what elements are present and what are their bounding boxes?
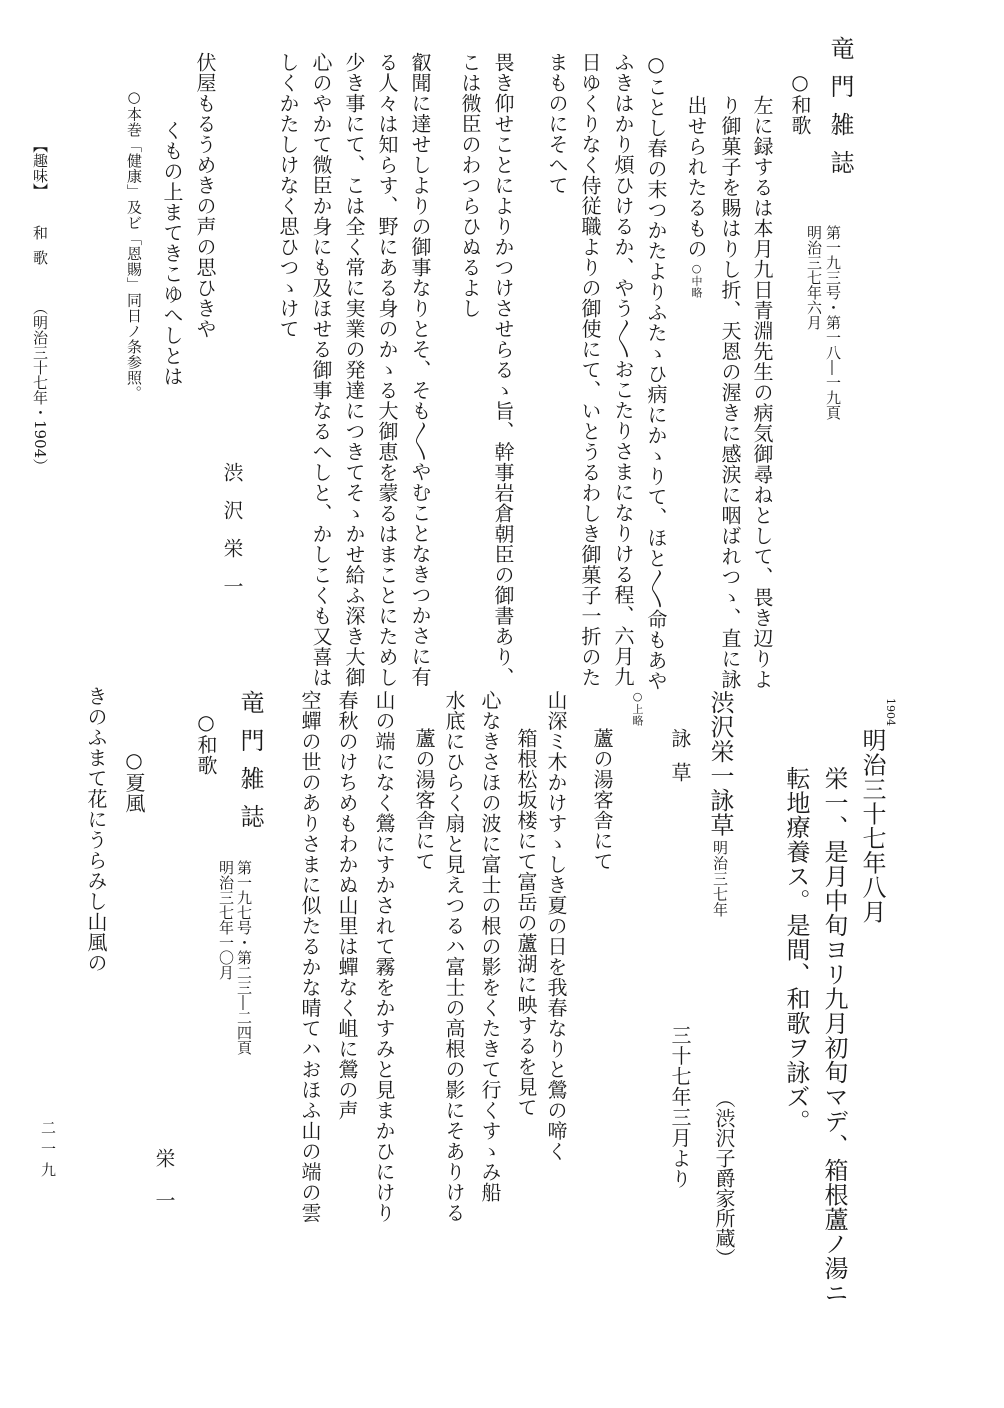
upper-body-line: 叡聞に達せしよりの御事なりとそ、そも〳〵やむことなきつかさに有 <box>408 52 432 687</box>
upper-poem-line1: 伏屋もるうめきの声の思ひきや <box>193 52 217 339</box>
lower-eisou-title: 渋沢栄一詠草 <box>706 690 734 837</box>
lower-source-line2: 明治三七年一〇月 <box>217 860 235 980</box>
lower-source-line1: 第一九七号・第二三―二四頁 <box>235 860 253 1055</box>
upper-body-line: 日ゆくりなく侍従職よりの御使にて、いとうるわしき御菓子一折のた <box>578 52 602 688</box>
page-number: 二一九 <box>39 1120 57 1183</box>
lower-author-name: 栄一 <box>152 1148 176 1232</box>
upper-body-line: ふきはかり煩ひけるか、やう〳〵おこたりさまになりける程、六月九 <box>611 52 635 687</box>
upper-body-line: 心のやかて微臣か身にも及ほせる御事なるへしと、かしこくも又喜は <box>309 52 333 688</box>
lower-section2-poem1: 心なきさほの波に富士の根の影をくたきて行くすゝみ船 <box>478 690 502 1203</box>
lower-joryaku-mark: ○上略 <box>631 690 644 727</box>
upper-body-line: 畏き仰せことによりかつけさせらるゝ旨、幹事岩倉朝臣の御書あり、 <box>491 52 515 688</box>
lower-eisou-date: 三十七年三月より <box>668 1025 692 1189</box>
upper-intro-line: 左に録するは本月九日青淵先生の病気御尋ねとして、畏き辺りよ <box>750 95 774 690</box>
lower-section3-poem2: 春秋のけちめもわかぬ山里は蟬なく岨に鶯の声 <box>335 690 359 1121</box>
lower-section3-poem1: 山の端になく鶯にすかされて霧をかすみと見まかひにけり <box>372 690 396 1223</box>
lower-section1-heading: 蘆の湯客舎にて <box>590 728 614 872</box>
upper-body-line: ○ことし春の末つかたよりふたゝひ病にかゝりて、ほと〳〵命もあや <box>644 52 668 691</box>
upper-poem-line2: くもの上まてきこゆへしとは <box>160 120 184 387</box>
upper-chuuryaku-mark: ○中略 <box>690 262 703 299</box>
lower-intro-line1: 栄一、是月中旬ヨリ九月初旬マデ、箱根蘆ノ湯ニ <box>820 766 848 1305</box>
lower-intro-line2: 転地療養ス。是間、和歌ヲ詠ズ。 <box>782 766 810 1134</box>
upper-magazine-title: 竜門雑誌 <box>826 36 854 188</box>
lower-waka-heading: ○和歌 <box>194 710 218 776</box>
upper-body-line: こは微臣のわつらひぬるよし <box>458 52 482 319</box>
upper-waka-heading: ○和歌 <box>788 70 812 136</box>
lower-section1-poem: 山深ミ木かけすゝしき夏の日を我春なりと鶯の啼く <box>544 690 568 1162</box>
upper-author-name: 渋沢栄一 <box>220 462 244 614</box>
upper-source-line1: 第一九三号・第一八―一九頁 <box>824 225 842 420</box>
lower-source-note: （渋沢子爵家所蔵） <box>712 1088 736 1268</box>
upper-body-line: 少き事にて、こは全く常に実業の発達につきてそゝかせ給ふ深き大御 <box>342 52 366 688</box>
upper-source-line2: 明治三七年六月 <box>805 225 823 330</box>
lower-natsu-heading: ○夏風 <box>122 748 146 814</box>
upper-intro-line: 出せられたるもの <box>684 95 708 259</box>
lower-section2-heading: 箱根松坂楼にて富岳の蘆湖に映するを見て <box>514 728 538 1118</box>
lower-year-number: 1904 <box>884 698 897 726</box>
side-category-label: 【趣味】 <box>31 138 49 198</box>
upper-body-line: まものにそへて <box>545 52 569 196</box>
lower-eisou-subtitle: 詠草 <box>668 728 692 796</box>
lower-eisou-year: 明治三七年 <box>711 840 729 918</box>
side-subcategory-label: 和歌 <box>31 225 49 275</box>
lower-section3-poem3: 空蟬の世のありさまに似たるかな晴てハおほふ山の端の雲 <box>298 690 322 1223</box>
side-era-label: （明治三十七年・1904） <box>31 300 49 474</box>
upper-reference-note: ○本巻「健康」及ビ「恩賜」同日ノ条参照。 <box>125 88 143 401</box>
lower-date-heading: 明治三十七年八月 <box>858 728 886 924</box>
lower-section2-poem2: 水底にひらく扇と見えつるハ富士の高根の影にそありける <box>442 690 466 1223</box>
lower-section3-heading: 蘆の湯客舎にて <box>412 728 436 872</box>
lower-magazine-title: 竜門雑誌 <box>236 690 264 842</box>
lower-poem-line: きのふまて花にうらみし山風の <box>84 686 108 973</box>
upper-body-line: る人々は知らす、野にある身のかゝる大御恵を蒙るはまことにためし <box>375 52 399 688</box>
upper-body-line: しくかたしけなく思ひつゝけて <box>276 52 300 339</box>
upper-intro-line: り御菓子を賜はりし折、天恩の渥きに感涙に咽ばれつゝ、直に詠 <box>718 95 742 690</box>
